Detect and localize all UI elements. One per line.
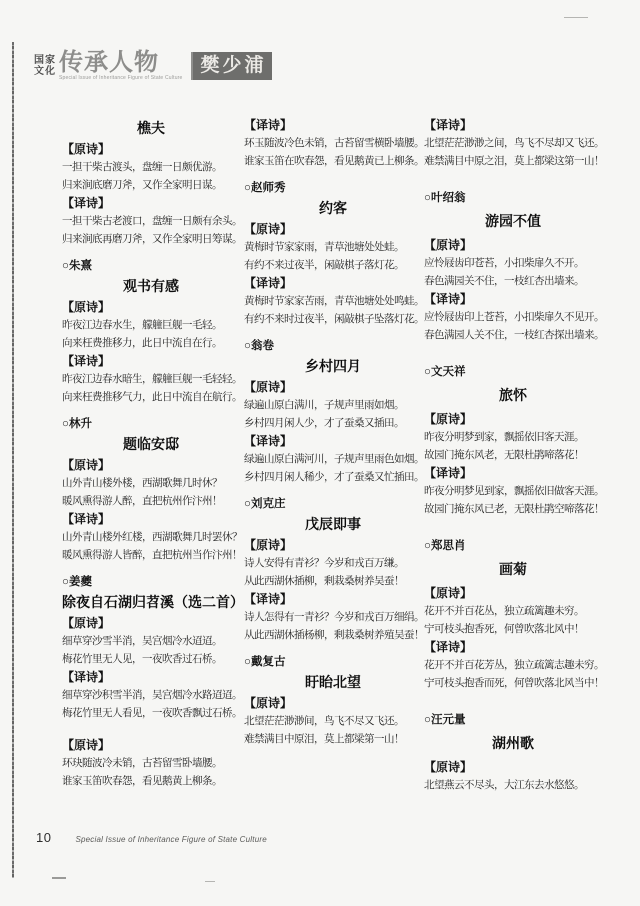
poem-title: 旅怀	[499, 387, 527, 403]
poet-name: ○刘克庄	[244, 498, 286, 510]
poem-title: 除夜自石湖归苕溪（选二首）	[62, 594, 244, 610]
poem-line: 向来枉费推移气力，此日中流自在航行。	[62, 391, 242, 403]
section-label: 【译诗】	[62, 670, 111, 684]
poem-title: 盱眙北望	[305, 674, 361, 690]
poem-line: 谁家玉笛吹春怨，看见鹅黄上柳条。	[62, 775, 222, 787]
poem-column-3	[424, 116, 602, 794]
poem-line: 环玦随波冷未销，古苔留雪卧墙腰。	[62, 757, 222, 769]
logo-text-bottom: 文化	[34, 66, 56, 77]
section-label: 【译诗】	[62, 512, 111, 526]
poem-line: 绿遍山原白满河川，子规声里雨色如烟。	[244, 453, 424, 465]
poem-line: 宁可枝头抱香死，何曾吹落北风中！	[424, 623, 584, 635]
poem-line: 环玉随波冷色未销，古苔留雪横卧墙腰。	[244, 137, 424, 149]
poet-name: ○姜夔	[62, 576, 92, 588]
logo-name-badge: 樊少浦	[191, 52, 272, 80]
poet-name: ○翁卷	[244, 340, 274, 352]
poem-line: 黄梅时节家家苦雨，青草池塘处处鸣蛙。	[244, 295, 424, 307]
poet-name: ○朱熹	[62, 260, 92, 272]
logo-title: 传承人物	[59, 50, 159, 76]
poem-line: 有约不来时过夜半，闲敲棋子坠落灯花。	[244, 313, 424, 325]
logo-title-wrap	[59, 52, 183, 81]
poem-line: 昨夜分明梦见到家，飘摇依旧做客天涯。	[424, 485, 604, 497]
scan-edge-artifact	[12, 42, 14, 878]
poem-line: 山外青山楼外楼，西湖歌舞几时休？	[62, 477, 222, 489]
page-number: 10	[36, 830, 52, 845]
scan-mark	[52, 877, 66, 879]
poem-line: 黄梅时节家家雨，青草池塘处处蛙。	[244, 241, 404, 253]
section-label: 【译诗】	[62, 354, 111, 368]
poem-line: 暖风熏得游人醉，直把杭州作汴州！	[62, 495, 222, 507]
poet-name: ○林升	[62, 418, 92, 430]
poem-line: 北望茫茫渺渺之间，鸟飞不尽却又飞还。	[424, 137, 604, 149]
section-label: 【原诗】	[424, 412, 473, 426]
logo-text-stacked	[34, 55, 56, 77]
poem-line: 细草穿沙雪半消，吴宫烟冷水迢迢。	[62, 635, 222, 647]
section-label: 【译诗】	[244, 118, 293, 132]
poem-line: 难禁满目中原泪，莫上都梁第一山！	[244, 733, 404, 745]
magazine-logo	[34, 52, 272, 81]
poem-line: 昨夜分明梦到家，飘摇依旧客天涯。	[424, 431, 584, 443]
section-label: 【译诗】	[244, 592, 293, 606]
poem-line: 花开不并百花芳丛，独立疏篱志趣未穷。	[424, 659, 604, 671]
poem-line: 花开不并百花丛，独立疏篱趣未穷。	[424, 605, 584, 617]
scan-mark	[564, 17, 588, 18]
poem-title: 约客	[319, 200, 347, 216]
poem-line: 山外青山楼外红楼，西湖歌舞几时罢休？	[62, 531, 242, 543]
section-label: 【译诗】	[424, 118, 473, 132]
poem-title: 湖州歌	[492, 735, 534, 751]
poet-name: ○郑思肖	[424, 540, 466, 552]
poem-line: 暖风熏得游人皆醉，直把杭州当作汴州！	[62, 549, 242, 561]
poem-line: 有约不来过夜半，闲敲棋子落灯花。	[244, 259, 404, 271]
poem-line: 昨夜江边春水暗生，艨艟巨舰一毛轻轻。	[62, 373, 242, 385]
poem-line: 谁家玉笛在吹春怨，看见鹅黄已上柳条。	[244, 155, 424, 167]
poem-line: 向来枉费推移力，此日中流自在行。	[62, 337, 222, 349]
poem-line: 春色满园人关不住，一枝红杏探出墙来。	[424, 329, 604, 341]
section-label: 【译诗】	[244, 276, 293, 290]
section-label: 【原诗】	[244, 380, 293, 394]
poem-line: 绿遍山原白满川，子规声里雨如烟。	[244, 399, 404, 411]
poem-line: 宁可枝头抱香而死，何曾吹落北风当中！	[424, 677, 604, 689]
footer-caption: Special Issue of Inheritance Figure of State Culture	[75, 835, 267, 844]
poet-name: ○叶绍翁	[424, 192, 466, 204]
poet-name: ○戴复古	[244, 656, 286, 668]
poem-line: 细草穿沙积雪半消，吴宫烟冷水路迢迢。	[62, 689, 242, 701]
section-label: 【原诗】	[244, 538, 293, 552]
poem-line: 乡村四月闲人少，才了蚕桑又插田。	[244, 417, 404, 429]
poem-title: 观书有感	[123, 278, 179, 294]
section-label: 【译诗】	[424, 466, 473, 480]
poet-name: ○赵师秀	[244, 182, 286, 194]
poem-line: 一担干柴古老渡口，盘缠一日颇有余头。	[62, 215, 242, 227]
poem-line: 诗人怎得有一青衫？今岁和戎百万细绢。	[244, 611, 424, 623]
section-label: 【原诗】	[244, 696, 293, 710]
poem-line: 从此西湖休插柳，剩栽桑树养吴蚕！	[244, 575, 404, 587]
poem-line: 乡村四月闲人稀少，才了蚕桑又忙插田。	[244, 471, 424, 483]
poem-line: 昨夜江边春水生，艨艟巨舰一毛轻。	[62, 319, 222, 331]
poem-title: 乡村四月	[305, 358, 361, 374]
poem-column-1	[62, 116, 244, 790]
page-footer	[36, 830, 267, 845]
poem-line: 一担干柴古渡头，盘缠一日颇优游。	[62, 161, 222, 173]
poem-line: 归来涧底磨刀斧，又作全家明日谋。	[62, 179, 222, 191]
section-label: 【原诗】	[244, 222, 293, 236]
section-label: 【译诗】	[424, 292, 473, 306]
poem-title: 画菊	[499, 561, 527, 577]
poet-name: ○文天祥	[424, 366, 466, 378]
section-label: 【原诗】	[62, 300, 111, 314]
section-label: 【原诗】	[62, 142, 111, 156]
section-label: 【原诗】	[62, 616, 111, 630]
section-label: 【译诗】	[424, 640, 473, 654]
poem-title: 游园不值	[485, 213, 541, 229]
poem-line: 难禁满目中原之泪，莫上都梁这第一山！	[424, 155, 604, 167]
poem-line: 北望燕云不尽头，大江东去水悠悠。	[424, 779, 584, 791]
poem-line: 北望茫茫渺渺间，鸟飞不尽又飞还。	[244, 715, 404, 727]
section-label: 【原诗】	[62, 738, 111, 752]
poem-title: 戊辰即事	[305, 516, 361, 532]
poem-title: 题临安邸	[123, 436, 179, 452]
poem-title: 樵夫	[137, 120, 165, 136]
section-label: 【原诗】	[62, 458, 111, 472]
poem-line: 故园门掩东风老，无限杜鹃啼落花！	[424, 449, 584, 461]
poem-line: 梅花竹里无人看见，一夜吹香飘过石桥。	[62, 707, 242, 719]
poem-line: 春色满园关不住，一枝红杏出墙来。	[424, 275, 584, 287]
poem-line: 归来涧底再磨刀斧，又作全家明日筹谋。	[62, 233, 242, 245]
poem-line: 诗人安得有青衫？今岁和戎百万缣。	[244, 557, 404, 569]
poem-line: 梅花竹里无人见，一夜吹香过石桥。	[62, 653, 222, 665]
section-label: 【原诗】	[424, 586, 473, 600]
logo-subtitle: Special Issue of Inheritance Figure of State Culture	[59, 75, 183, 81]
scan-mark	[205, 881, 215, 882]
section-label: 【译诗】	[244, 434, 293, 448]
section-label: 【原诗】	[424, 238, 473, 252]
poet-name: ○汪元量	[424, 714, 466, 726]
logo-text-top: 国家	[34, 55, 56, 66]
spacer	[62, 722, 240, 736]
section-label: 【译诗】	[62, 196, 111, 210]
poem-line: 从此西湖休插杨柳，剩栽桑树养殖吴蚕！	[244, 629, 424, 641]
poem-line: 应怜屐齿印上苍苔，小扣柴扉久不见开。	[424, 311, 604, 323]
poem-column-2	[244, 116, 422, 748]
poem-line: 故园门掩东风已老，无限杜鹃空啼落花！	[424, 503, 604, 515]
poem-line: 应怜屐齿印苍苔，小扣柴扉久不开。	[424, 257, 584, 269]
section-label: 【原诗】	[424, 760, 473, 774]
